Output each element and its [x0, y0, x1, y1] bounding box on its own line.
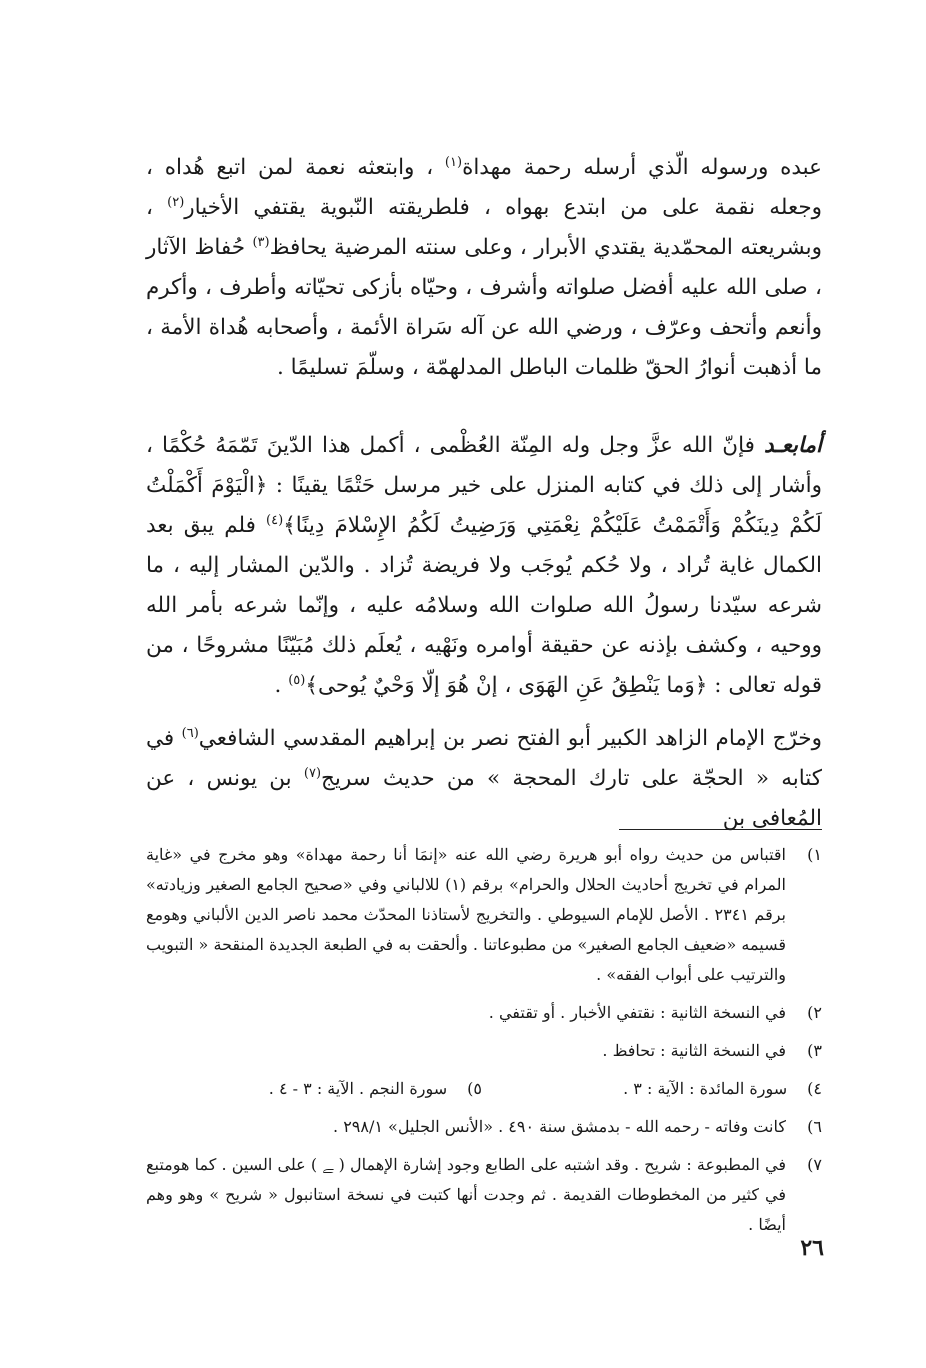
- paragraph-2: [146, 426, 822, 706]
- footnote-2-number: ٢): [807, 1003, 822, 1022]
- quran-quote-1: ﴿الْيَوْمَ أَكْمَلْتُ لَكُمْ دِينَكُمْ وَأَتْمَمْتُ عَلَيْكُمْ نِعْمَتِي وَرَضِيتُ لَكُمُ الإِسْلامَ دِينًا﴾: [146, 473, 822, 538]
- footnote-1: [146, 840, 822, 990]
- footnote-ref-1[interactable]: (١): [444, 154, 463, 170]
- footnote-4-text: سورة المائدة : الآية : ٣ .: [623, 1079, 788, 1098]
- footnote-6: [146, 1112, 822, 1142]
- footnote-4: [623, 1074, 822, 1104]
- footnote-7-text: في المطبوعة : شريح . وقد اشتبه على الطابع وجود إشارة الإهمال ( ﮯ ) على السين . كما هومتبع في كثير من المخطوطات القديمة . ثم وجدت أنها كتبت في نسخة استانبول « شريح » وهو وهم أيضًا .: [146, 1155, 786, 1234]
- footnote-7-number: ٧): [807, 1155, 822, 1174]
- footnote-3: [146, 1036, 822, 1066]
- footnote-2-text: في النسخة الثانية : نقتفي الأخبار . أو تقتفي .: [488, 1003, 786, 1022]
- footnote-ref-6[interactable]: (٦): [181, 725, 199, 741]
- paragraph-2-lead-word: أمابعـد: [764, 433, 822, 458]
- footnote-5-text: سورة النجم . الآية : ٣ - ٤ .: [268, 1079, 448, 1098]
- footnotes-section: [146, 840, 822, 1248]
- footnote-2: [146, 998, 822, 1028]
- quran-quote-2: ﴿وَما يَنْطِقُ عَنِ الهَوَى ، إنْ هُوَ إلّا وَحْيٌ يُوحى﴾: [305, 673, 708, 698]
- footnote-ref-5[interactable]: (٥): [288, 672, 306, 688]
- footnote-1-number: ١): [807, 845, 822, 864]
- page-number: ٢٦: [800, 1235, 824, 1261]
- footnote-5-number: ٥): [467, 1079, 482, 1098]
- paragraph-1-text-3: ، وبشريعته المحمّدية يقتدي الأبرار ، وعلى سنته المرضية يحافظ: [146, 195, 822, 260]
- paragraph-2-text-1: فإنّ الله عزَّ وجل وله المِنّة العُظْمى ، أكمل هذا الدّينَ تَمّمَهُ حُكْمًا ، وأشار إلى ذلك في كتابه المنزل على خير مرسل حَتْمًا يقينًا :: [146, 433, 823, 498]
- footnote-divider: [619, 829, 822, 830]
- paragraph-1-text-2: ، وابتعثه نعمة لمن اتبع هُداه ، وجعله نقمة على من ابتدع بهواه ، فلطريقته النّبوية يقتفي الأخيار: [146, 155, 823, 220]
- paragraph-3-text-2: في كتابه « الحجّة على تارك المحجة » من حديث سريج: [146, 726, 822, 791]
- footnote-3-text: في النسخة الثانية : تحافظ .: [602, 1041, 786, 1060]
- footnote-ref-4[interactable]: (٤): [266, 512, 284, 528]
- paragraph-1-text-4: حُفاظ الآثار ، صلى الله عليه أفضل صلواته وأشرف ، وحيّاه بأزكى تحيّاته وأطرف ، وأكرم وأنعم وأتحف وعرّف ، ورضي الله عن آله سَراة الأئمة ، وأصحابه هُداة الأمة ، ما أذهبت أنوارُ الحقّ ظلمات الباطل المدلهمّة ، وسلّمَ تسليمًا .: [146, 235, 822, 380]
- paragraph-2-text-2: فلم يبق بعد الكمال غاية تُراد ، ولا حُكم يُوجَب ولا فريضة تُزاد . والدّين المشار إليه ، ما شرعه سيّدنا رسولُ الله صلوات الله وسلامُه عليه ، وإنّما شرعه بأمر الله ووحيه ، وكشف بإذنه عن حقيقة أوامره ونَهْيه ، يُعلَم ذلك مُبَيّنًا مشروحًا ، من قوله تعالى :: [146, 513, 822, 698]
- footnote-6-text: كانت وفاته - رحمه الله - بدمشق سنة ٤٩٠ . «الأنس الجليل» ٢٩٨/١ .: [333, 1117, 786, 1136]
- paragraph-3: [146, 719, 822, 839]
- footnote-ref-3[interactable]: (٣): [252, 234, 270, 250]
- footnote-6-number: ٦): [807, 1117, 822, 1136]
- footnote-3-number: ٣): [807, 1041, 822, 1060]
- paragraph-2-text-3: .: [274, 673, 289, 698]
- footnote-1-text: اقتباس من حديث رواه أبو هريرة رضي الله عنه «إنمَا أنا رحمة مهداة» وهو مخرج في «غاية المرام في تخريج أحاديث الحلال والحرام» برقم (١) للالباني وفي «صحيح الجامع الصغير وزيادته» برقم ٢٣٤١ . الأصل للإمام السيوطي . والتخريج لأستاذنا المحدّث محمد ناصر الدين الألباني وهومع قسيمه «ضعيف الجامع الصغير» من مطبوعاتنا . وألحقت به في الطبعة الجديدة المنقحة « التبويب والترتيب على أبواب الفقه» .: [146, 845, 786, 984]
- paragraph-3-text-3: بن يونس ، عن المُعافى بن: [146, 766, 822, 831]
- paragraph-3-text-1: وخرّج الإمام الزاهد الكبير أبو الفتح نصر بن إبراهيم المقدسي الشافعي: [198, 726, 822, 751]
- paragraph-1: [146, 148, 822, 388]
- footnote-5: [269, 1074, 482, 1104]
- footnote-7: [146, 1150, 822, 1240]
- paragraph-1-text-1: عبده ورسوله الّذي أرسله رحمة مهداة: [462, 155, 822, 180]
- footnote-ref-2[interactable]: (٢): [167, 194, 185, 210]
- footnote-row-4-5: [146, 1074, 822, 1104]
- footnote-ref-7[interactable]: (٧): [303, 765, 322, 781]
- footnote-4-number: ٤): [807, 1079, 822, 1098]
